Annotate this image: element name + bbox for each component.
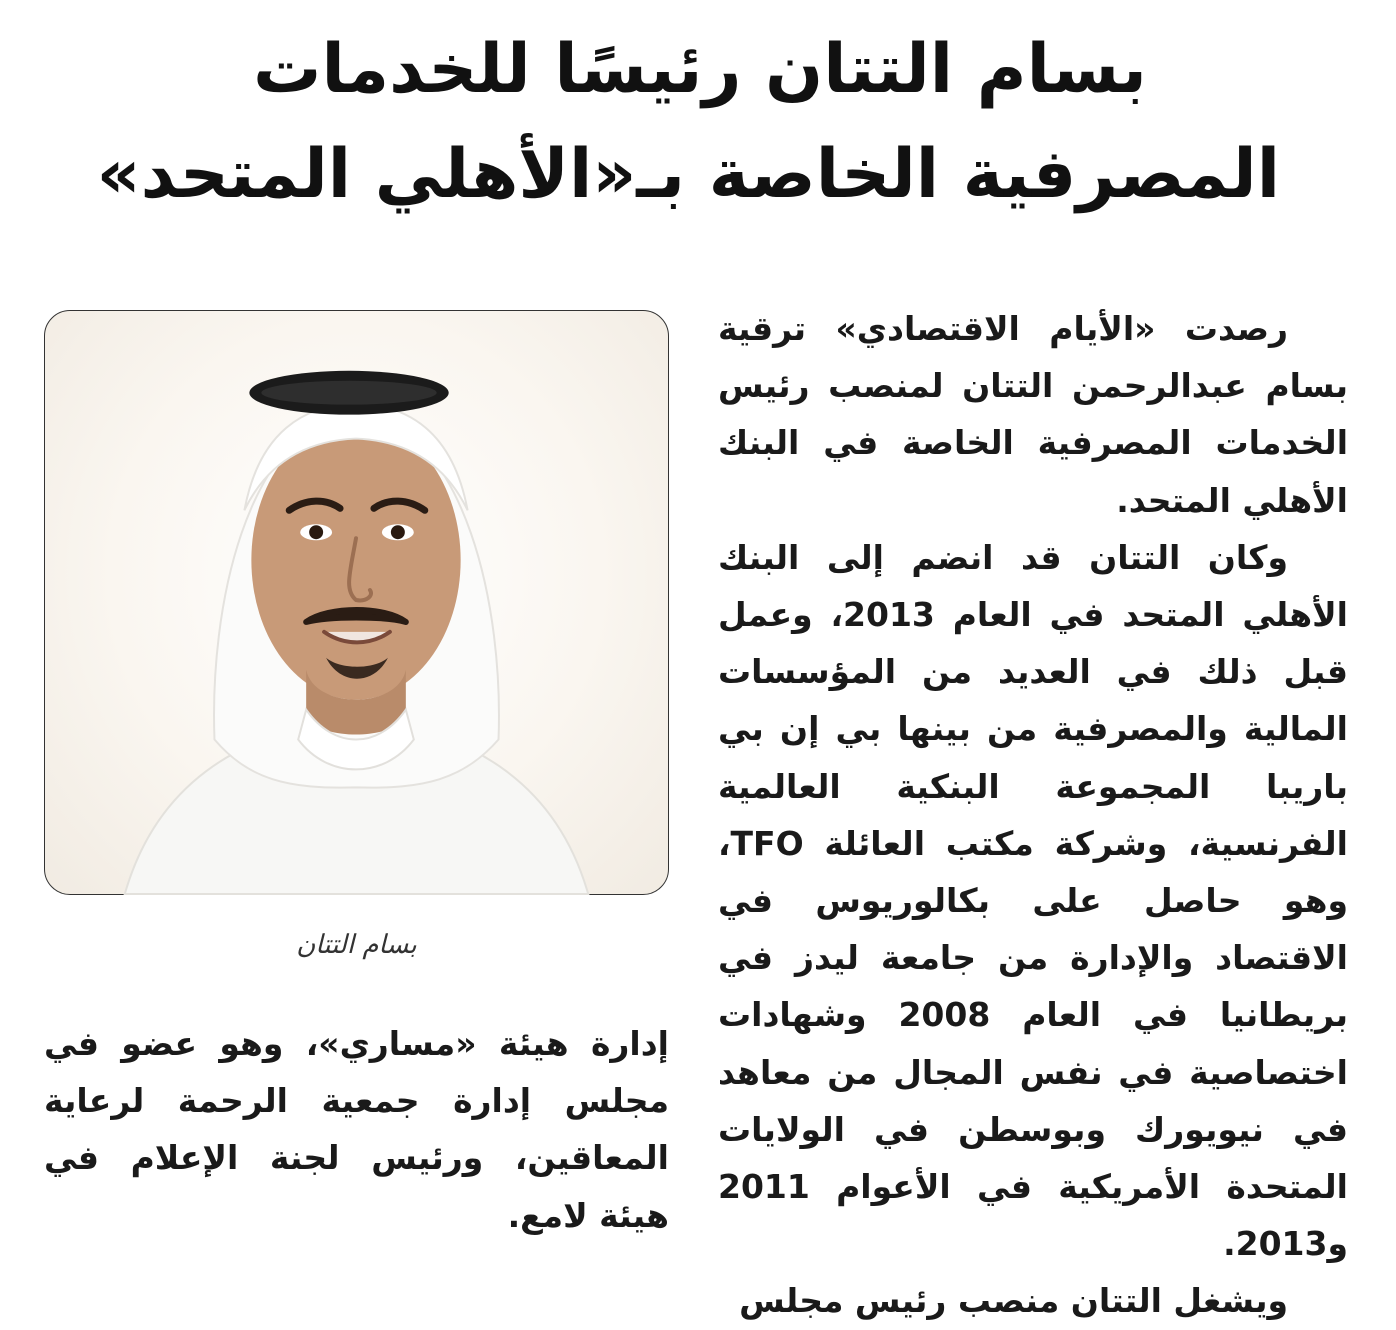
photo-caption: بسام التتان	[296, 930, 417, 960]
portrait-illustration	[45, 311, 668, 894]
headline-line-2: المصرفية الخاصة بـ«الأهلي المتحد»	[96, 135, 1280, 214]
article-paragraph-2: وكان التتان قد انضم إلى البنك الأهلي المتحد في العام 2013، وعمل قبل ذلك في العديد من المؤسسات المالية والمصرفية من بينها بي إن بي باريبا المجموعة البنكية العالمية الفرنسية، وشركة مكتب العائلة TFO، وهو حاصل على بكالوريوس في الاقتصاد والإدارة من جامعة ليدز في بريطانيا في العام 2008 وشهادات اختصاصية في نفس المجال من معاهد في نيويورك وبوسطن في الولايات المتحدة الأمريكية في الأعوام 2011 و2013.	[718, 537, 1348, 1264]
portrait-photo	[44, 310, 669, 895]
headline-line-1: بسام التتان رئيسًا للخدمات	[253, 30, 1147, 109]
article-paragraph-3-continued: إدارة هيئة «مساري»، وهو عضو في مجلس إدارة جمعية الرحمة لرعاية المعاقين، ورئيس لجنة الإعلام في هيئة لامع.	[44, 1024, 669, 1235]
article-paragraph-1: رصدت «الأيام الاقتصادي» ترقية بسام عبدالرحمن التتان لمنصب رئيس الخدمات المصرفية الخاصة في البنك الأهلي المتحد.	[718, 309, 1348, 520]
article-paragraph-3-start: ويشغل التتان منصب رئيس مجلس	[739, 1281, 1288, 1321]
article-right-column	[718, 300, 1348, 1321]
article-left-column	[44, 1015, 669, 1245]
